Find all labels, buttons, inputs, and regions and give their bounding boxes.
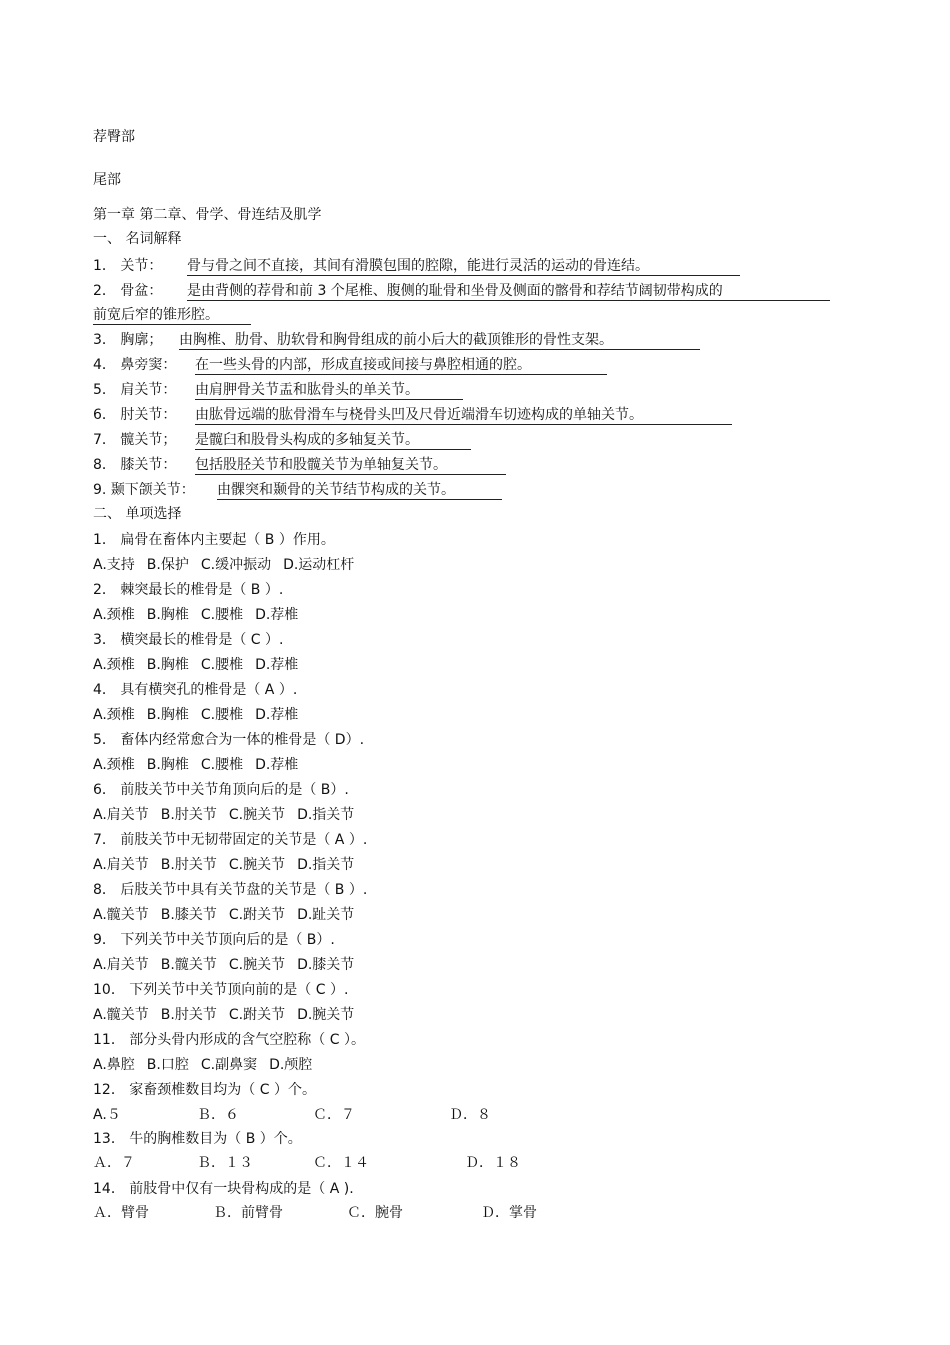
question: 11． 部分头骨内形成的含气空腔称（ C ）。	[93, 1032, 365, 1048]
option: Ｃ．１４	[313, 1155, 369, 1171]
option: B.胸椎	[146, 607, 189, 623]
option: D.腕关节	[297, 1007, 355, 1023]
question-options	[93, 656, 310, 674]
term-label: 2． 骨盆：	[93, 283, 163, 299]
question: 5． 畜体内经常愈合为一体的椎骨是（ D）.	[93, 732, 365, 748]
term-definition: 是髋臼和股骨头构成的多轴复关节。	[195, 431, 471, 450]
section-title-terms: 一、 名词解释	[93, 231, 182, 247]
question: 1． 扁骨在畜体内主要起（ B ）作用。	[93, 532, 335, 548]
question-options	[93, 1006, 366, 1024]
question-options	[93, 956, 366, 974]
option: A.颈椎	[93, 707, 135, 723]
question-options	[93, 706, 310, 724]
option: C.缓冲振动	[200, 557, 272, 573]
option: D.运动杠杆	[283, 557, 355, 573]
option: C.腰椎	[200, 757, 244, 773]
option: Ｂ．１３	[197, 1155, 253, 1171]
term-definition: 由胸椎、肋骨、肋软骨和胸骨组成的前小后大的截顶锥形的骨性支架。	[179, 331, 700, 350]
question: 2． 棘突最长的椎骨是（ B ）.	[93, 582, 284, 598]
option: B.胸椎	[146, 757, 189, 773]
question-options	[93, 806, 366, 824]
option: A.肩关节	[93, 957, 149, 973]
term-label: 8． 膝关节：	[93, 457, 177, 473]
term-definition: 前宽后窄的锥形腔。	[93, 306, 251, 325]
option: C.腕关节	[228, 957, 286, 973]
term-definition: 包括股胫关节和股髋关节为单轴复关节。	[195, 456, 506, 475]
option: B.肘关节	[160, 1007, 217, 1023]
question: 3． 横突最长的椎骨是（ C ）.	[93, 632, 284, 648]
option: C.腕关节	[228, 807, 286, 823]
question: 6． 前肢关节中关节角顶向后的是（ B）.	[93, 782, 349, 798]
section-title-choice: 二、 单项选择	[93, 506, 182, 522]
term-label: 9. 颞下颌关节：	[93, 482, 195, 498]
question: 7． 前肢关节中无韧带固定的关节是（ A ）.	[93, 832, 368, 848]
question-options	[93, 906, 366, 924]
option: A.鼻腔	[93, 1057, 135, 1073]
option: B.肘关节	[160, 857, 217, 873]
option: A.肩关节	[93, 857, 149, 873]
question-options	[93, 1106, 491, 1124]
term-item	[93, 431, 471, 449]
term-item	[93, 356, 607, 374]
option: A.５	[93, 1107, 121, 1123]
option: D.趾关节	[297, 907, 355, 923]
option: D.颅腔	[269, 1057, 313, 1073]
option: Ｄ．８	[449, 1107, 491, 1123]
term-definition: 在一些头骨的内部，形成直接或间接与鼻腔相通的腔。	[195, 356, 607, 375]
term-definition: 骨与骨之间不直接，其间有滑膜包围的腔隙，能进行灵活的运动的骨连结。	[187, 257, 740, 276]
term-item	[93, 406, 732, 424]
option: C.副鼻窦	[200, 1057, 258, 1073]
option: C.腰椎	[200, 707, 244, 723]
option: C.跗关节	[228, 907, 286, 923]
option: D.荐椎	[255, 707, 299, 723]
term-definition: 由肱骨远端的肱骨滑车与桡骨头凹及尺骨近端滑车切迹构成的单轴关节。	[195, 406, 732, 425]
term-label: 6． 肘关节：	[93, 407, 177, 423]
option: A.肩关节	[93, 807, 149, 823]
question: 8． 后肢关节中具有关节盘的关节是（ B ）.	[93, 882, 368, 898]
option: A.支持	[93, 557, 135, 573]
question-options	[93, 856, 366, 874]
term-label: 1． 关节：	[93, 258, 163, 274]
term-label: 4． 鼻旁窦：	[93, 357, 177, 373]
term-definition: 由肩胛骨关节盂和肱骨头的单关节。	[195, 381, 463, 400]
option: D.荐椎	[255, 607, 299, 623]
option: B.胸椎	[146, 657, 189, 673]
option: C.腰椎	[200, 607, 244, 623]
chapter-title: 第一章 第二章、骨学、骨连结及肌学	[93, 207, 322, 223]
option: A.颈椎	[93, 757, 135, 773]
option: B.膝关节	[160, 907, 217, 923]
term-item	[93, 456, 506, 474]
option: Ｂ．前臂骨	[213, 1205, 283, 1221]
option: A.颈椎	[93, 657, 135, 673]
question-options	[93, 556, 366, 574]
term-item	[93, 282, 830, 300]
option: Ｄ．１８	[465, 1155, 521, 1171]
option: C.跗关节	[228, 1007, 286, 1023]
option: D.指关节	[297, 807, 355, 823]
question-options	[93, 756, 310, 774]
option: D.荐椎	[255, 757, 299, 773]
question-options	[93, 1204, 537, 1222]
term-item	[93, 481, 502, 499]
option: Ｃ．７	[313, 1107, 355, 1123]
term-label: 7． 髋关节；	[93, 432, 177, 448]
term-item-continuation	[93, 306, 251, 324]
option: B.髋关节	[160, 957, 217, 973]
option: B.肘关节	[160, 807, 217, 823]
term-label: 5． 肩关节：	[93, 382, 177, 398]
option: C.腕关节	[228, 857, 286, 873]
term-item	[93, 381, 463, 399]
term-definition: 由髁突和颞骨的关节结节构成的关节。	[217, 481, 502, 500]
question: 4． 具有横突孔的椎骨是（ A ）.	[93, 682, 298, 698]
option: D.荐椎	[255, 657, 299, 673]
option: Ａ．臂骨	[93, 1205, 149, 1221]
option: A.颈椎	[93, 607, 135, 623]
option: D.膝关节	[297, 957, 355, 973]
option: Ｄ．掌骨	[481, 1205, 537, 1221]
option: B.胸椎	[146, 707, 189, 723]
heading-sacral-gluteal: 荐臀部	[93, 129, 135, 145]
option: B.口腔	[146, 1057, 189, 1073]
question: 9． 下列关节中关节顶向后的是（ B）.	[93, 932, 335, 948]
question-options	[93, 1154, 521, 1172]
option: Ａ．７	[93, 1155, 135, 1171]
question: 13． 牛的胸椎数目为（ B ）个。	[93, 1131, 302, 1147]
question-options	[93, 1056, 324, 1074]
question: 12． 家畜颈椎数目均为（ C ）个。	[93, 1082, 316, 1098]
question: 14． 前肢骨中仅有一块骨构成的是（ A ).	[93, 1181, 354, 1197]
term-item	[93, 331, 700, 349]
term-definition: 是由背侧的荐骨和前 3 个尾椎、腹侧的耻骨和坐骨及侧面的髂骨和荐结节阔韧带构成的	[187, 282, 830, 301]
term-item	[93, 257, 740, 275]
question-options	[93, 606, 310, 624]
term-label: 3． 胸廓；	[93, 332, 163, 348]
option: A.髋关节	[93, 1007, 149, 1023]
question: 10． 下列关节中关节顶向前的是（ C ）.	[93, 982, 349, 998]
option: Ｂ．６	[197, 1107, 239, 1123]
option: Ｃ．腕骨	[347, 1205, 403, 1221]
option: D.指关节	[297, 857, 355, 873]
option: B.保护	[146, 557, 189, 573]
option: A.髋关节	[93, 907, 149, 923]
heading-tail: 尾部	[93, 172, 121, 188]
option: C.腰椎	[200, 657, 244, 673]
